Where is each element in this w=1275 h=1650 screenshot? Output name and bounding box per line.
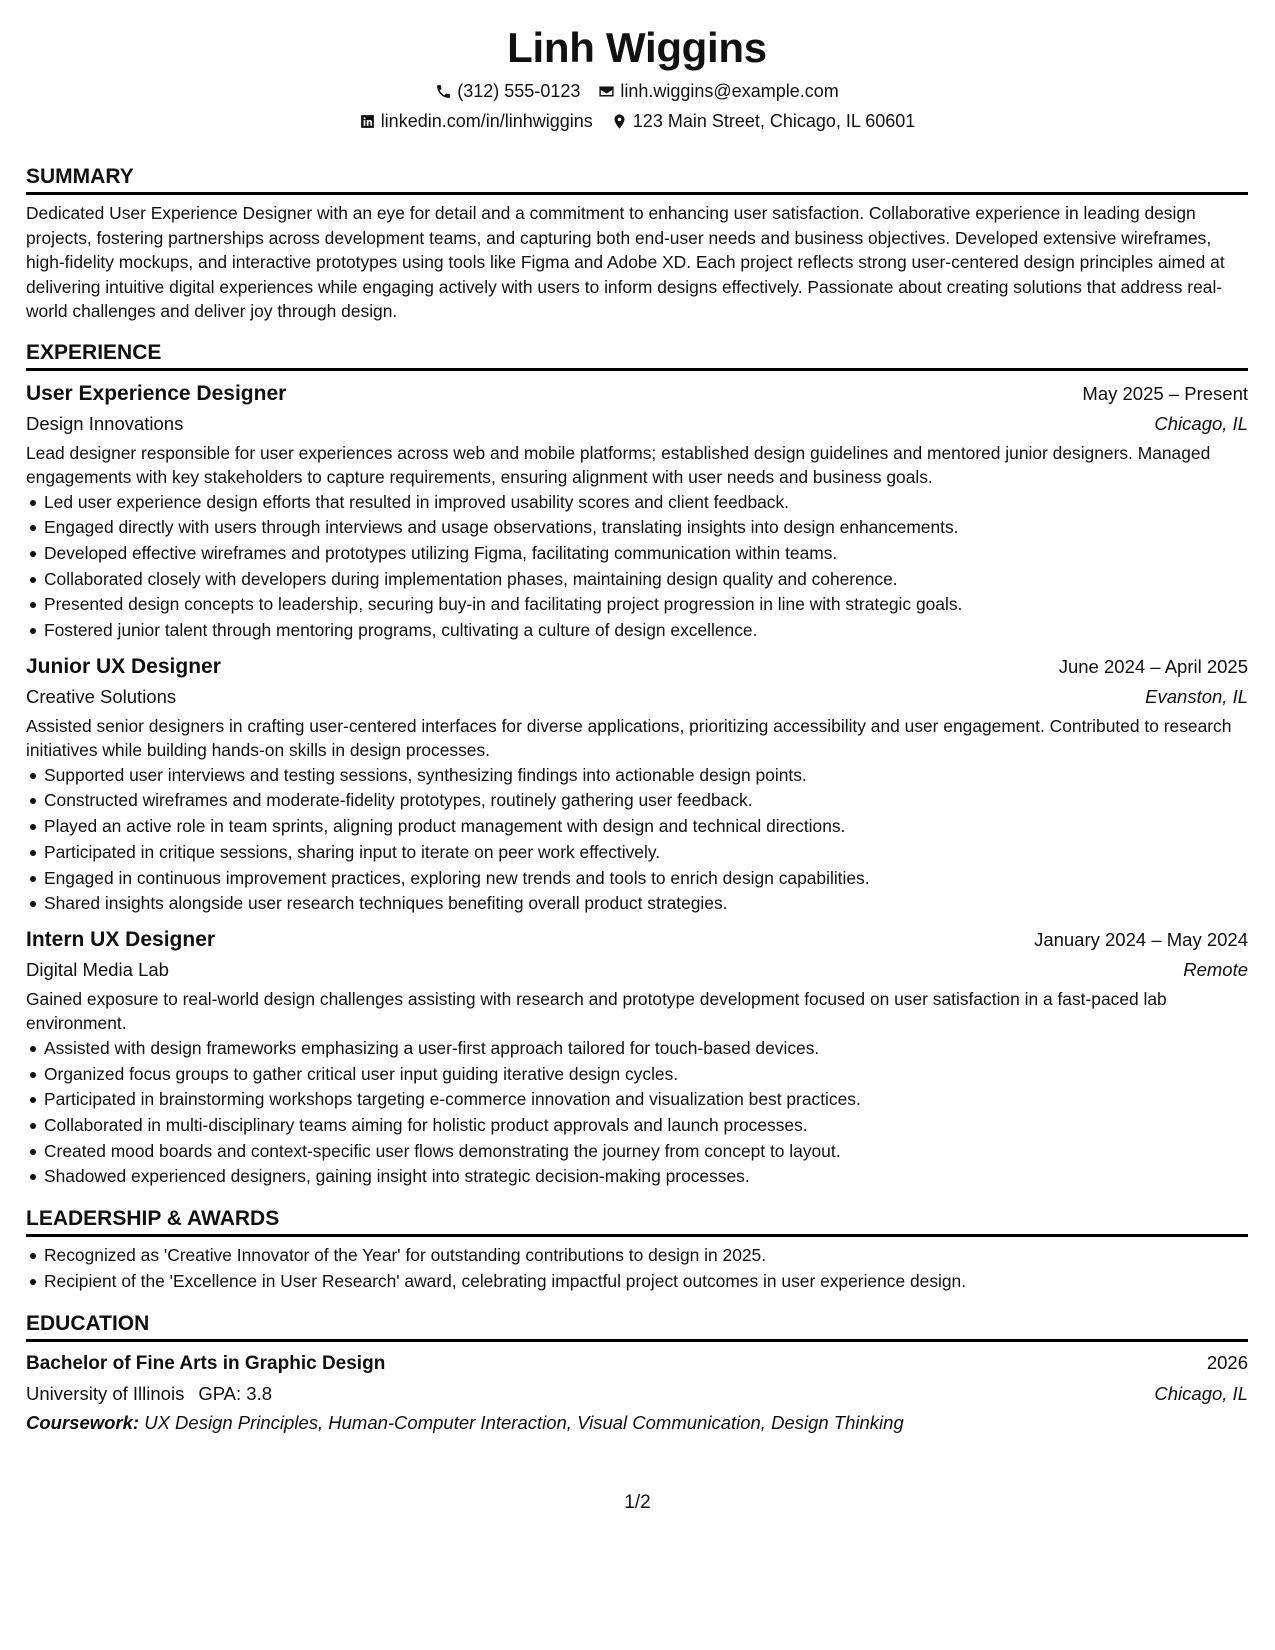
job-header <box>26 652 1248 682</box>
bullet-item: Supported user interviews and testing sessions, synthesizing findings into actionable design points. <box>44 763 1248 789</box>
leadership-section <box>26 1204 1248 1294</box>
bullet-item: Participated in brainstorming workshops targeting e-commerce innovation and visualization best practices. <box>44 1087 1248 1113</box>
bullet-item: Fostered junior talent through mentoring programs, cultivating a culture of design excellence. <box>44 618 1248 644</box>
resume-name: Linh Wiggins <box>507 24 767 71</box>
street-address: 123 Main Street, Chicago, IL 60601 <box>632 111 916 131</box>
award-item: Recipient of the 'Excellence in User Research' award, celebrating impactful project outcomes in user experience design. <box>44 1269 1248 1295</box>
page-number: 1/2 <box>624 1492 651 1513</box>
linkedin-icon <box>359 113 376 130</box>
job-description: Gained exposure to real-world design challenges assisting with research and prototype development focused on user satisfaction in a fast-paced lab environment. <box>26 988 1167 1034</box>
job-subheader <box>26 955 1248 985</box>
bullet-item: Created mood boards and context-specific user flows demonstrating the journey from concept to layout. <box>44 1139 1248 1165</box>
contact-phone <box>435 76 580 106</box>
job-bullets <box>26 763 1248 917</box>
job-title: Intern UX Designer <box>26 927 216 951</box>
bullet-item: Constructed wireframes and moderate-fidelity prototypes, routinely gathering user feedback. <box>44 788 1248 814</box>
job-header <box>26 925 1248 955</box>
summary-text: Dedicated User Experience Designer with an eye for detail and a commitment to enhancing user satisfaction. Collaborative experience in leading design projects, fostering partnerships across development teams, and capturing both end-user needs and business objectives. Developed extensive wireframes, high-fidelity mockups, and interactive prototypes using tools like Figma and Adobe XD. Each project reflects strong user-centered design principles aimed at delivering intuitive digital experiences while engaging actively with users to inform designs effectively. Passionate about creating solutions that address real-world challenges and deliver joy through design. <box>26 203 1225 321</box>
job-header <box>26 379 1248 409</box>
job-subheader <box>26 409 1248 439</box>
bullet-item: Engaged directly with users through interviews and usage observations, translating insights into design enhancements. <box>44 515 1248 541</box>
education-section <box>26 1309 1248 1437</box>
job-bullets <box>26 490 1248 644</box>
linkedin-url[interactable]: linkedin.com/in/linhwiggins <box>380 111 593 131</box>
education-degree: Bachelor of Fine Arts in Graphic Design <box>26 1352 386 1374</box>
job-entry <box>26 652 1248 917</box>
job-location: Chicago, IL <box>1154 412 1248 434</box>
job-location: Remote <box>1183 958 1248 980</box>
contact-line-2 <box>26 106 1248 136</box>
phone-icon <box>435 83 452 100</box>
job-company: Digital Media Lab <box>26 958 169 980</box>
coursework-list: UX Design Principles, Human-Computer Interaction, Visual Communication, Design Thinking <box>144 1411 904 1433</box>
education-school: University of Illinois <box>26 1382 185 1404</box>
envelope-icon <box>598 83 615 100</box>
education-header <box>26 1348 1248 1379</box>
section-title-summary: SUMMARY <box>26 162 1248 195</box>
bullet-item: Developed effective wireframes and prototypes utilizing Figma, facilitating communication within teams. <box>44 541 1248 567</box>
resume-page <box>26 20 1248 1437</box>
bullet-item: Presented design concepts to leadership, securing buy-in and facilitating project progression in line with strategic goals. <box>44 592 1248 618</box>
job-company: Design Innovations <box>26 412 184 434</box>
coursework-label: Coursework: <box>26 1411 140 1433</box>
bullet-item: Collaborated in multi-disciplinary teams aiming for holistic product approvals and launch processes. <box>44 1113 1248 1139</box>
email-address[interactable]: linh.wiggins@example.com <box>620 81 839 101</box>
bullet-item: Shared insights alongside user research techniques benefiting overall product strategies. <box>44 891 1248 917</box>
phone-number: (312) 555-0123 <box>457 81 581 101</box>
job-title: User Experience Designer <box>26 381 287 405</box>
bullet-item: Led user experience design efforts that resulted in improved usability scores and client feedback. <box>44 490 1248 516</box>
map-pin-icon <box>611 113 628 130</box>
education-school-line <box>26 1379 272 1409</box>
education-gpa: GPA: 3.8 <box>198 1382 273 1404</box>
job-company: Creative Solutions <box>26 685 177 707</box>
section-title-leadership: LEADERSHIP & AWARDS <box>26 1204 1248 1237</box>
contact-address <box>611 106 916 136</box>
contact-email[interactable] <box>598 76 838 106</box>
job-location: Evanston, IL <box>1145 685 1248 707</box>
bullet-item: Collaborated closely with developers during implementation phases, maintaining design quality and coherence. <box>44 567 1248 593</box>
award-item: Recognized as 'Creative Innovator of the Year' for outstanding contributions to design in 2025. <box>44 1243 1248 1269</box>
bullet-item: Participated in critique sessions, sharing input to iterate on peer work effectively. <box>44 840 1248 866</box>
bullet-item: Engaged in continuous improvement practices, exploring new trends and tools to enrich design capabilities. <box>44 866 1248 892</box>
award-bullets <box>26 1243 1248 1294</box>
job-subheader <box>26 682 1248 712</box>
contact-line-1 <box>26 76 1248 106</box>
bullet-item: Assisted with design frameworks emphasizing a user-first approach tailored for touch-based devices. <box>44 1036 1248 1062</box>
job-dates: January 2024 – May 2024 <box>1034 928 1248 950</box>
job-entry <box>26 925 1248 1190</box>
section-title-experience: EXPERIENCE <box>26 338 1248 371</box>
job-dates: June 2024 – April 2025 <box>1058 655 1248 677</box>
job-description: Assisted senior designers in crafting user-centered interfaces for diverse applications, prioritizing accessibility and user engagement. Contributed to research initiatives while building hands-on skills in design processes. <box>26 715 1232 761</box>
education-location: Chicago, IL <box>1154 1382 1248 1404</box>
education-coursework <box>26 1409 1248 1437</box>
job-description: Lead designer responsible for user experiences across web and mobile platforms; established design guidelines and mentored junior designers. Managed engagements with key stakeholders to capture requirements, ensuring alignment with user needs and business goals. <box>26 442 1211 487</box>
contact-linkedin[interactable] <box>359 106 593 136</box>
experience-section <box>26 338 1248 1191</box>
bullet-item: Organized focus groups to gather critical user input guiding iterative design cycles. <box>44 1062 1248 1088</box>
bullet-item: Shadowed experienced designers, gaining insight into strategic decision-making processes. <box>44 1164 1248 1190</box>
summary-section <box>26 162 1248 324</box>
education-year: 2026 <box>1206 1351 1248 1373</box>
job-entry <box>26 379 1248 644</box>
job-title: Junior UX Designer <box>26 654 221 678</box>
bullet-item: Played an active role in team sprints, aligning product management with design and technical directions. <box>44 814 1248 840</box>
education-subheader <box>26 1379 1248 1409</box>
section-title-education: EDUCATION <box>26 1309 1248 1342</box>
job-bullets <box>26 1036 1248 1190</box>
job-dates: May 2025 – Present <box>1082 382 1248 404</box>
